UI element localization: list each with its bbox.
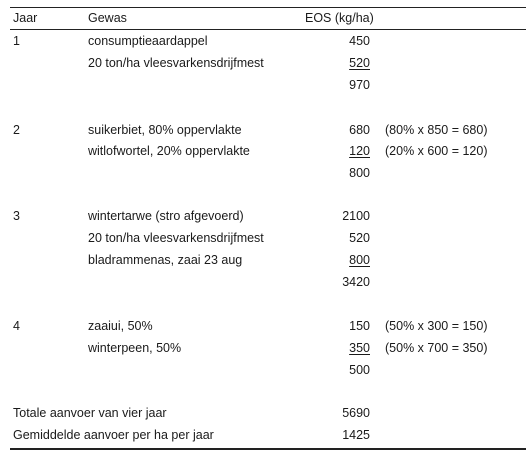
average-value: 1425 <box>342 428 370 442</box>
year-2-eos-1: 680 <box>349 123 370 137</box>
year-3-eos-2: 520 <box>349 231 370 245</box>
year-4-crop-2: winterpeen, 50% <box>88 341 182 355</box>
header-jaar: Jaar <box>13 11 38 25</box>
total-value: 5690 <box>342 406 370 420</box>
year-2-subtotal: 800 <box>349 166 370 180</box>
year-4-subtotal: 500 <box>349 363 370 377</box>
year-3-eos-1: 2100 <box>342 209 370 223</box>
year-4-calc-2: (50% x 700 = 350) <box>385 341 488 355</box>
total-label: Totale aanvoer van vier jaar <box>13 406 167 420</box>
year-1-crop-1: consumptieaardappel <box>88 34 208 48</box>
year-4-calc-1: (50% x 300 = 150) <box>385 319 488 333</box>
year-3-subtotal: 3420 <box>342 275 370 289</box>
year-3-crop-1: wintertarwe (stro afgevoerd) <box>88 209 244 223</box>
year-3-crop-3: bladrammenas, zaai 23 aug <box>88 253 243 267</box>
year-2-crop-2: witlofwortel, 20% oppervlakte <box>88 144 250 158</box>
header-gewas: Gewas <box>88 11 127 25</box>
average-label: Gemiddelde aanvoer per ha per jaar <box>13 428 214 442</box>
year-2-label: 2 <box>13 123 20 137</box>
year-3-crop-2: 20 ton/ha vleesvarkensdrijfmest <box>88 231 264 245</box>
year-4-eos-1: 150 <box>349 319 370 333</box>
year-1-subtotal: 970 <box>349 78 370 92</box>
top-rule <box>10 7 526 8</box>
year-4-label: 4 <box>13 319 20 333</box>
year-3-eos-3: 800 <box>349 253 370 267</box>
year-1-crop-2: 20 ton/ha vleesvarkensdrijfmest <box>88 56 264 70</box>
bottom-rule <box>10 448 526 450</box>
header-eos: EOS (kg/ha) <box>305 11 374 25</box>
year-4-crop-1: zaaiui, 50% <box>88 319 153 333</box>
year-2-eos-2: 120 <box>349 144 370 158</box>
year-1-eos-2: 520 <box>349 56 370 70</box>
year-2-calc-2: (20% x 600 = 120) <box>385 144 488 158</box>
year-2-crop-1: suikerbiet, 80% oppervlakte <box>88 123 242 137</box>
header-rule <box>10 29 526 30</box>
year-3-label: 3 <box>13 209 20 223</box>
year-4-eos-2: 350 <box>349 341 370 355</box>
year-1-eos-1: 450 <box>349 34 370 48</box>
year-1-label: 1 <box>13 34 20 48</box>
year-2-calc-1: (80% x 850 = 680) <box>385 123 488 137</box>
